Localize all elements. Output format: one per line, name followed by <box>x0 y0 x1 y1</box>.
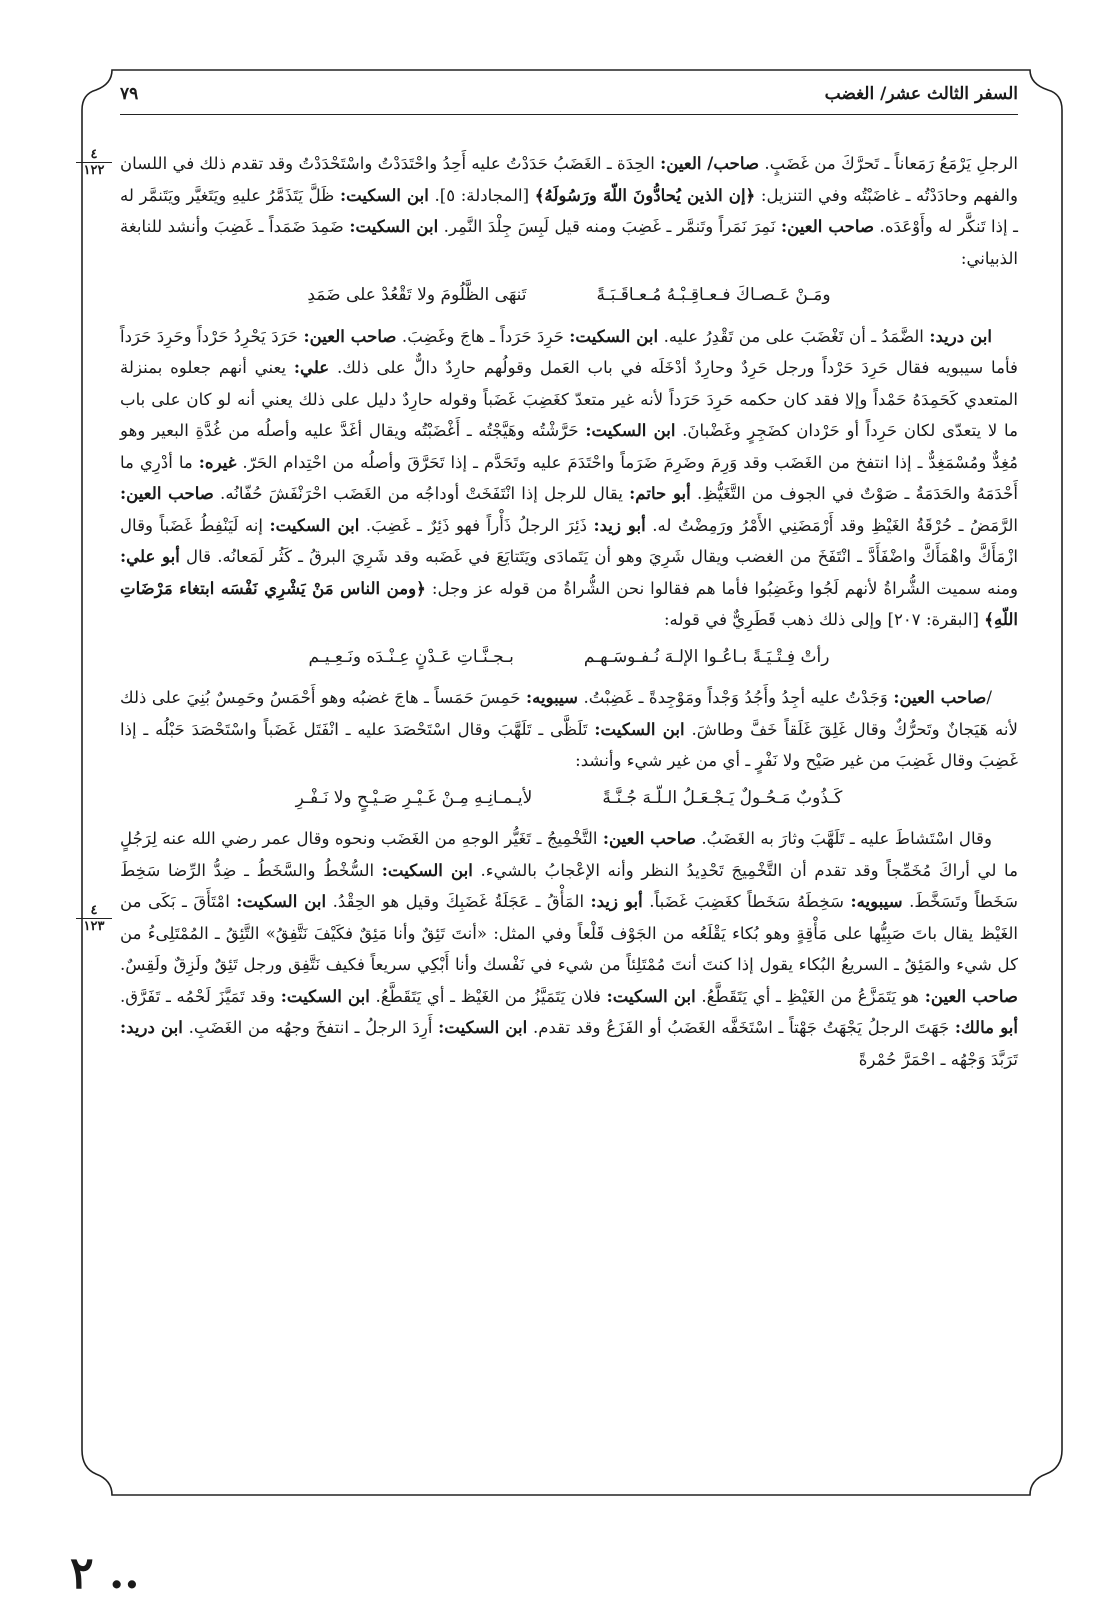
text-run: وقد تَمَيَّزَ لَحْمُه ـ تَفَرَّق. <box>120 986 281 1006</box>
source-label: ابن السكيت: <box>339 184 429 205</box>
source-label: ابن دريد: <box>120 1017 183 1037</box>
page-content <box>120 78 1019 1069</box>
verse-hemistich-first: ومَـنْ عَـصـاكَ فـعـاقِـبْـهُ مُـعـاقَـبَـةً <box>596 285 831 305</box>
source-label: ابن دريد: <box>929 325 992 346</box>
text-run: إنه لَيَنْفِطُ غَضَباً وقال ازْمَأَكَّ واهْمَأَكَّ واضْفَأَدَّ ـ انْتَفَخَ من الغضب ويقال شَرِيَ وهو أن يَتَمادَى ويَتَتايَعَ في غَضَبه وقد شَرِيَ البرقُ ـ كَثُر لَمَعانُه. قال <box>120 515 1018 566</box>
verse-hemistich-second: لأيـمـانِـهِ مِـنْ غَـيْـرِ صَـيْـحٍ ولا نَـفْـرِ <box>295 787 533 808</box>
text-run: ضَمِدَ ضَمَداً ـ غَضِبَ وأنشد للنابغة الذبياني: <box>120 217 1018 268</box>
source-label: سيبويه: <box>525 687 579 707</box>
text-run: يعني أنهم جعلوه بمنزلة المتعدي كَحَمِدَهُ حَمْداً وإلا فقد كان حكمه حَرِدَ حَرَداً لأنه غير متعدّ كغَضِبَ غَضَباً وقوله حارِدٌ دليل على ذلك يعني أنه لو كان على باب ما لا يتعدّى لكان حَرِداً أو حَرْدان كضَجِرٍ وغَضْبانَ. <box>120 358 1019 440</box>
source-label: غيره: <box>198 451 237 472</box>
source-label: أبو حاتم: <box>629 483 691 503</box>
text-run: سَخِطَهُ سَخَطاً كغَضِبَ غَضَباً. <box>649 892 851 911</box>
text-run: الحِدَة ـ الغَضَبُ حَدَدْتُ عليه أَحِدُ واحْتَدَدْتُ واسْتَحْدَدْتُ وقد تقدم ذلك في اللسان والفهم وحادَدْتُه ـ غاضَبْتُه وفي التنزيل: <box>120 154 1018 205</box>
text-run: جَهَتَ الرجلُ يَجْهَتُ جَهْتاً ـ اسْتَخَفَّه الغَضَبُ أو الفَزَعُ وقد تقدم. <box>527 1018 955 1037</box>
text-run: ذَئِرَ الرجلُ ذَأْراً فهو ذَئِرٌ ـ غَضِبَ. <box>359 515 594 535</box>
text-run: ظَلَّ يَتَذَمَّرُ عليهِ ويَتَغيَّر ويَتَنمَّر له ـ إذا تَنكَّر له وأَوْعَدَه. <box>120 185 1018 236</box>
source-label: أبو علي: <box>120 546 180 566</box>
text-run: حَرَدَ يَحْرِدُ حَرْداً وحَرِدَ حَرَداً فأما سيبويه فقال حَرِدَ حَرْداً ورجل حَرِدٌ وحارِدٌ أدْخَلَه في باب العَمل وقولُهم حارِدٌ دالٌّ على ذلك. <box>120 326 1018 377</box>
text-run: تَرَبَّدَ وَجْهُه ـ احْمَرَّ حُمْرةً <box>858 1049 1018 1069</box>
page-number: ٧٩ <box>120 84 139 104</box>
text-run: تَلَظَّى ـ تَلَهَّبَ وقال اسْتَحْصَدَ عليه ـ انْفَتَل غَضَباً واسْتَحْصَدَ حَبْلُه ـ إذا غَضِبَ وقال غَضِبَ من غير صَيْح ولا نَفْرٍ ـ أي من غير شيء وأنشد: <box>120 719 1018 770</box>
text-run: ومنه سميت الشُّراةُ لأنهم لَجُوا وغَضِبُوا فأما هم فقالوا نحن الشُّراةُ من قوله عز وجل: <box>425 578 1018 598</box>
text-run: وقال اسْتَشاطَ عليه ـ تَلَهَّبَ وثارَ به الغَضَبُ. <box>695 829 992 848</box>
source-label: صاحب العين: <box>893 687 987 707</box>
margin-ref-part: ٤ <box>76 148 112 163</box>
source-label: صاحب العين: <box>602 828 696 848</box>
paragraph-4 <box>120 823 1018 1075</box>
source-label: صاحب العين: <box>120 483 214 503</box>
source-label: علي: <box>293 357 330 377</box>
paragraph-2 <box>120 321 1018 636</box>
text-run: المَأْقُ ـ عَجَلَةُ غَضَبِكَ وقيل هو الحِقْدُ. <box>326 892 591 911</box>
source-label: ابن السكيت: <box>280 985 370 1006</box>
text-run: أَرِدَ الرجلُ ـ انتفخَ وجهُه من الغَضَبِ. <box>182 1018 439 1037</box>
margin-reference-1 <box>76 148 112 177</box>
source-label: ابن السكيت: <box>438 1017 528 1037</box>
running-header <box>120 78 1018 115</box>
source-label: ابن السكيت: <box>594 718 685 739</box>
source-label: ابن السكيت: <box>236 891 327 911</box>
text-run: حَرَّشْتُه وهَيَّجْتُه ـ أَغْضَبْتُه ويقال أغَدَّ عليه وأصلُه من غُدَّةِ البعير وهو مُغِدٌّ ومُسْمَغِدٌّ ـ إذا انتفخ من الغَضَب وقد وَرِمَ وضَرِمَ ضَرَماً واحْتَدَمَ عليه وتَحَدَّم ـ إذا تَحَرَّقَ وأصلُه من احْتِدام الحَرّ. <box>120 421 1018 472</box>
source-label: أبو زيد: <box>590 891 643 911</box>
text-run: حَمِسَ حَمَساً ـ هاجَ غضبُه وهو أَحْمَسُ وحَمِسٌ بُنِيَ على ذلك لأنه هَيَجانٌ وتَحرُّكٌ وقال غَلِقَ غَلَقاً خَفَّ وطاشَ. <box>120 688 1018 739</box>
text-run: الضَّمَدُ ـ أن تَغْضَبَ على من تَقْدِرُ عليه. <box>658 326 930 346</box>
source-label: صاحب العين: <box>303 325 397 346</box>
source-label: ابن السكيت: <box>349 216 439 236</box>
text-run: نَمِرَ نَمَراً وتَنمَّر ـ غَضِبَ ومنه قيل لَبِسَ جِلْدَ النَّمِر. <box>438 217 781 236</box>
source-label: صاحب/ العين: <box>660 153 760 173</box>
text-run: ما أدْرِي ما أَحْدَمَهُ والحَدَمَةُ ـ صَوْتٌ في الجوف من التَّغَيُّظِ. <box>120 452 1018 503</box>
text-run: الرجلِ يَرْمَعُ رَمَعاناً ـ تَحرَّكَ من غَضَبٍ. <box>759 154 1018 173</box>
paragraph-3 <box>120 682 1018 777</box>
source-label: سيبويه: <box>850 891 903 911</box>
text-run: وَجَدْتُ عليه أجِدُ وأَجُدُ وَجْداً ومَوْجِدةً ـ غَضِبْتُ. <box>578 688 894 707</box>
source-label: أبو مالك: <box>954 1017 1018 1037</box>
source-label: ابن السكيت: <box>585 420 676 440</box>
text-run: الرَّمَضُ ـ حُرْقَةُ الغَيْظِ وقد أَرْمَضَنِي الأَمْرُ ورَمِضْتُ له. <box>645 515 1018 535</box>
text-run: هو يَتَمَزَّعُ من الغَيْظِ ـ أي يَتَقَطَّعُ. <box>695 986 925 1006</box>
source-label: ابن السكيت: <box>269 514 360 535</box>
verse-hemistich-second: تَنهَى الظَّلُومَ ولا تَقْعُدْ على ضَمَدِ <box>307 285 527 305</box>
margin-ref-volume: ١٢٢ <box>83 163 105 178</box>
text-body <box>120 148 1018 1075</box>
text-run: يقال للرجل إذا انْتَفَخَتْ أوداجُه من الغَضَب احْرَنْفَشَ حُفّانُه. <box>213 484 630 503</box>
text-run: حَرِدَ حَرَداً ـ هاجَ وغَضِبَ. <box>396 326 570 346</box>
source-label: ابن السكيت: <box>606 985 696 1006</box>
text-run: [البقرة: ٢٠٧] وإلى ذلك ذهب قَطَرِيٌّ في قوله: <box>663 610 985 629</box>
source-label: صاحب العين: <box>780 216 875 236</box>
quran-quote: ﴿إن الذين يُحادُّونَ اللّهَ ورَسُولَهُ﴾ <box>534 184 756 205</box>
margin-reference-2 <box>76 904 112 933</box>
verse-2 <box>120 642 1018 674</box>
verse-hemistich-second: بـجـنَّـاتِ عَـدْنٍ عِـنْـدَه ونَـعِـيـم <box>308 646 514 667</box>
bottom-bleed-mark: ٢ .. <box>70 1548 140 1599</box>
source-label: ابن السكيت: <box>381 859 473 880</box>
text-run: فلان يَتَمَيَّزُ من الغَيْظ ـ أي يَتَقَطَّعُ. <box>369 986 607 1006</box>
text-run: / <box>986 688 992 707</box>
text-run: السُّخْطُ والسَّخَطُ ـ ضِدُّ الرِّضا سَخِطَ سَخَطاً وتَسَخَّطَ. <box>120 860 1019 911</box>
paragraph-1 <box>120 148 1018 274</box>
verse-1 <box>120 280 1018 312</box>
source-label: ابن السكيت: <box>569 325 659 346</box>
header-title: السفر الثالث عشر/ الغضب <box>824 84 1018 104</box>
verse-hemistich-first: كَـذُوبٌ مَـحُـولٌ يَـجْـعَـلُ الـلّـهَ جُـنَّـةً <box>602 787 843 808</box>
text-run: امْتَأَقَ ـ بَكَى من الغَيْظ يقال باتَ صَبِيُّها على مَأْقِةٍ وهو بُكاء يَقْلَعُه من الجَوْف قَلْعاً وفي المثل: «أنتَ تَئِقٌ وأنا مَئِقٌ فكَيْفَ نَتَّفِقُ» التَّئِقُ ـ المُمْتَلِىءُ من كل شيء والمَئِقُ ـ السريعُ البُكاء يقول إذا كنتَ أنتَ مُمْتَلِئاً من شيء في نَفْسك وأنا أَبْكِي سريعاً فكيف نَتَّفِق ورجل تَئِقٌ ولَزِقٌ ولَقِسٌ. <box>120 892 1018 974</box>
margin-ref-volume: ١٢٣ <box>83 919 105 934</box>
verse-3 <box>120 783 1018 815</box>
source-label: صاحب العين: <box>924 985 1018 1006</box>
text-run: [المجادلة: ٥]. <box>428 185 535 205</box>
text-run: التَّخْمِيجُ ـ تَغَيُّر الوجهِ من الغَضَب ونحوه وقال عمر رضي الله عنه لِرَجُلٍ ما لي أراكَ مُخَمِّجاً وقد تقدم أن التَّخْمِيجَ تَحْدِيدُ النظر وأنه الإعْجابُ بالشيء. <box>120 829 1018 880</box>
source-label: أبو زيد: <box>593 514 646 535</box>
quran-quote: ﴿ومن الناس مَنْ يَشْرِي نَفْسَه ابتغاء مَرْضَاتِ اللّهِ﴾ <box>120 577 1018 629</box>
margin-ref-part: ٤ <box>76 904 112 919</box>
verse-hemistich-first: رأتْ فِـتْـيَـةً بـاعُـوا الإلـهَ نُـفـوسَـهـم <box>583 646 830 667</box>
